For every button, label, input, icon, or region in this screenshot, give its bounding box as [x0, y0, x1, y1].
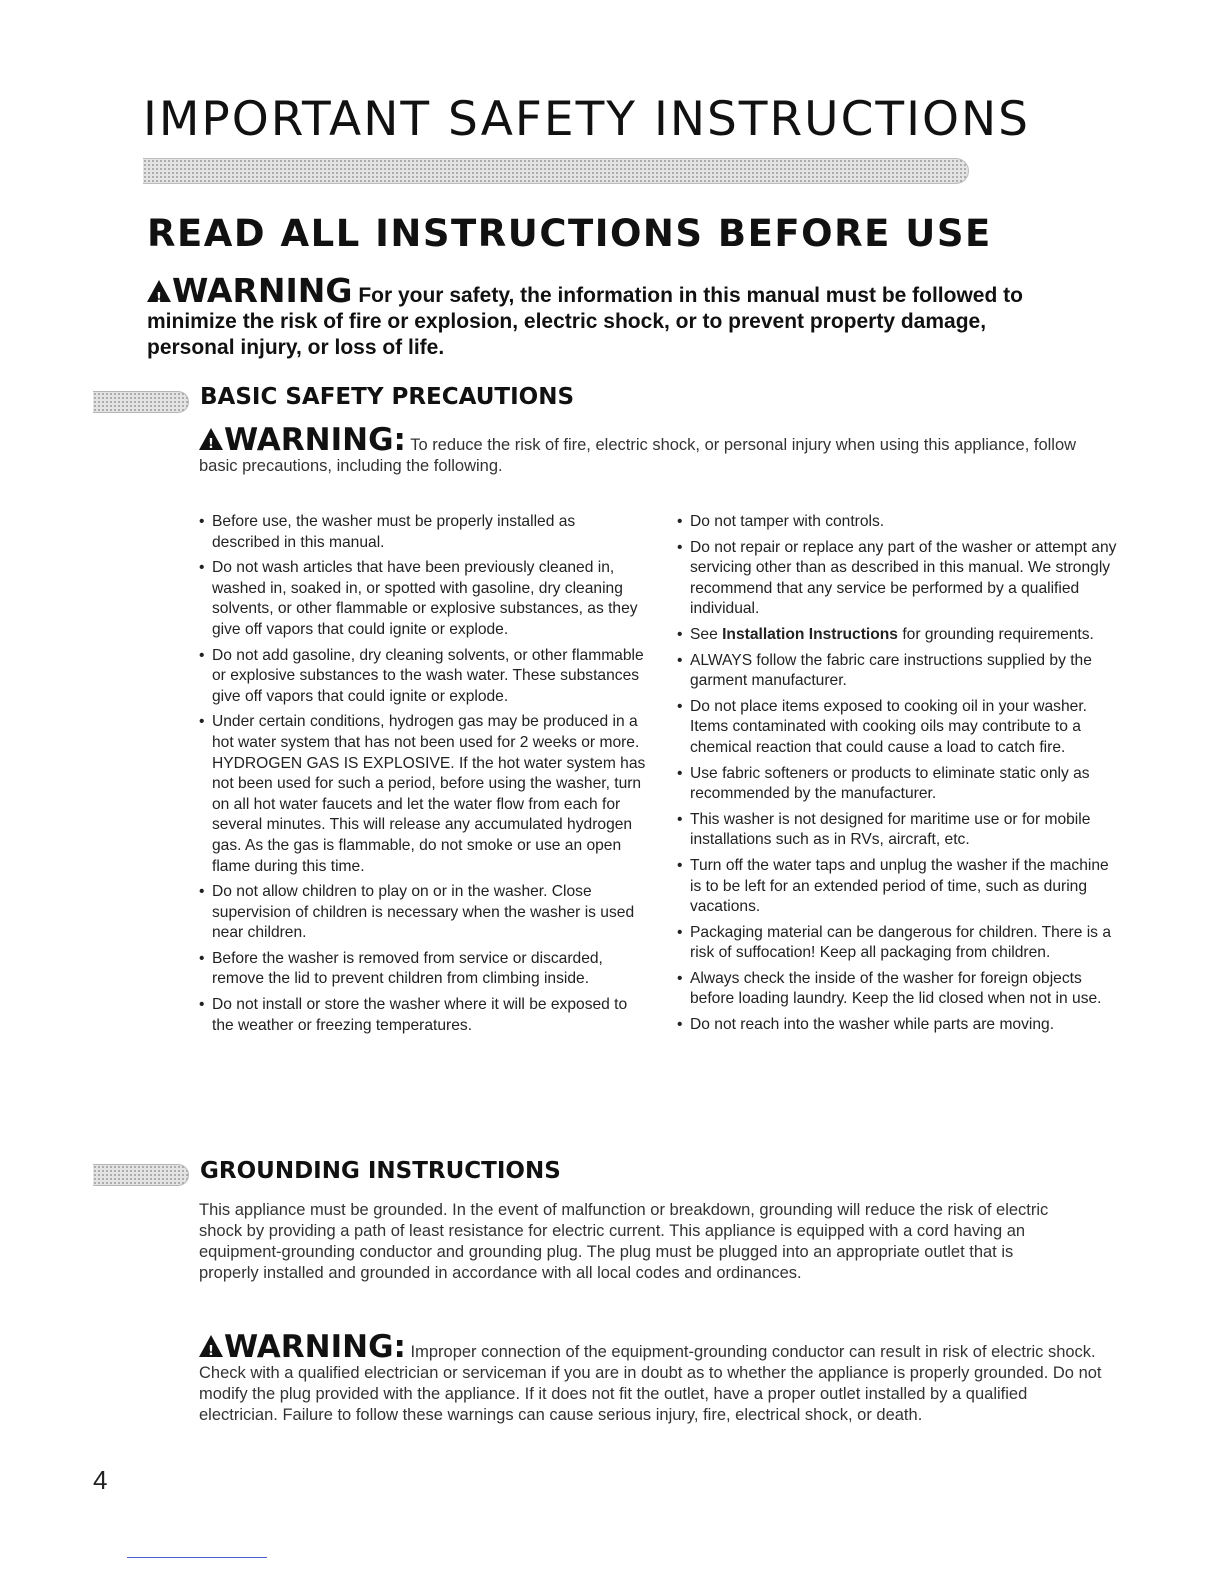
- section-title-grounding: GROUNDING INSTRUCTIONS: [200, 1158, 561, 1184]
- list-item: • Do not reach into the washer while parts are moving.: [677, 1015, 1117, 1036]
- footer-rule: [127, 1557, 267, 1558]
- warning-label: WARNING:: [224, 1329, 406, 1365]
- warning-triangle-icon: [199, 1335, 223, 1357]
- precautions-left-list: [199, 512, 647, 1041]
- warning-triangle-icon: [199, 428, 223, 450]
- list-item: • Packaging material can be dangerous for children. There is a risk of suffocation! Keep all packaging from children.: [677, 923, 1117, 964]
- installation-instructions-link: Installation Instructions: [722, 625, 898, 643]
- grounding-body: This appliance must be grounded. In the event of malfunction or breakdown, grounding will reduce the risk of electric shock by providing a path of least resistance for electric current. This appliance is equipped with a cord having an equipment-grounding conductor and grounding plug. The plug must be plugged into an appropriate outlet that is properly installed and grounded in accordance with all local codes and ordinances.: [199, 1201, 1049, 1282]
- list-item: • Do not wash articles that have been previously cleaned in, washed in, soaked in, or spotted with gasoline, dry cleaning solvents, or other flammable or explosive substances, as they give off vapors that could ignite or explode.: [199, 558, 647, 640]
- section-title-basic: BASIC SAFETY PRECAUTIONS: [200, 384, 575, 410]
- list-item: • Use fabric softeners or products to eliminate static only as recommended by the manufacturer.: [677, 764, 1117, 805]
- list-item: • Do not place items exposed to cooking oil in your washer. Items contaminated with cooking oils may contribute to a chemical reaction that could cause a load to catch fire.: [677, 697, 1117, 759]
- list-item: • Always check the inside of the washer for foreign objects before loading laundry. Keep the lid closed when not in use.: [677, 969, 1117, 1010]
- warning-triangle-icon: [147, 280, 171, 302]
- list-item: • Before the washer is removed from service or discarded, remove the lid to prevent children from climbing inside.: [199, 949, 647, 990]
- warning-label: WARNING:: [224, 422, 406, 458]
- list-item: • Do not install or store the washer where it will be exposed to the weather or freezing temperatures.: [199, 995, 647, 1036]
- list-item: • Do not add gasoline, dry cleaning solvents, or other flammable or explosive substances to the wash water. These substances give off vapors that could ignite or explode.: [199, 646, 647, 708]
- warning-label: WARNING: [172, 271, 353, 310]
- grounding-warning-text: Improper connection of the equipment-grounding conductor can result in risk of electric shock. Check with a qualified electrician or serviceman if you are in doubt as to whether the appliance is properly grounded. Do not modify the plug provided with the appliance. If it does not fit the outlet, have a proper outlet installed by a qualified electrician. Failure to follow these warnings can cause serious injury, fire, electrical shock, or death.: [199, 1343, 1102, 1424]
- list-item: • Do not tamper with controls.: [677, 512, 1117, 533]
- intro-warning-text: For your safety, the information in this manual must be followed to minimize the risk of fire or explosion, electric shock, or to prevent property damage, personal injury, or loss of life.: [147, 284, 1023, 359]
- intro-warning: [147, 271, 1027, 361]
- list-item: • Do not repair or replace any part of the washer or attempt any servicing other than as described in this manual. We strongly recommend that any service be performed by a qualified individual.: [677, 538, 1117, 620]
- list-item: • This washer is not designed for maritime use or for mobile installations such as in RVs, aircraft, etc.: [677, 810, 1117, 851]
- basic-warning-text: To reduce the risk of fire, electric shock, or personal injury when using this appliance, follow basic precautions, including the following.: [199, 436, 1077, 475]
- basic-warning: [199, 422, 1099, 477]
- list-item: • See Installation Instructions for grounding requirements.: [677, 625, 1117, 646]
- title-divider-bar: [143, 158, 969, 184]
- page-number: 4: [93, 1465, 108, 1495]
- list-item: • Turn off the water taps and unplug the washer if the machine is to be left for an extended period of time, such as during vacations.: [677, 856, 1117, 918]
- list-item: • Do not allow children to play on or in the washer. Close supervision of children is necessary when the washer is used near children.: [199, 882, 647, 944]
- section-marker-grounding: [93, 1164, 189, 1186]
- page-title: IMPORTANT SAFETY INSTRUCTIONS: [143, 92, 1030, 147]
- list-item: • ALWAYS follow the fabric care instructions supplied by the garment manufacturer.: [677, 651, 1117, 692]
- grounding-warning: [199, 1329, 1104, 1426]
- read-all-heading: READ ALL INSTRUCTIONS BEFORE USE: [147, 212, 992, 255]
- list-item: • Under certain conditions, hydrogen gas may be produced in a hot water system that has not been used for 2 weeks or more. HYDROGEN GAS IS EXPLOSIVE. If the hot water system has not been used for such a period, before using the washer, turn on all hot water faucets and let the water flow from each for several minutes. This will release any accumulated hydrogen gas. As the gas is flammable, do not smoke or use an open flame during this time.: [199, 712, 647, 877]
- precautions-right-list: [677, 512, 1117, 1041]
- section-marker-basic: [93, 391, 189, 413]
- list-item: • Before use, the washer must be properly installed as described in this manual.: [199, 512, 647, 553]
